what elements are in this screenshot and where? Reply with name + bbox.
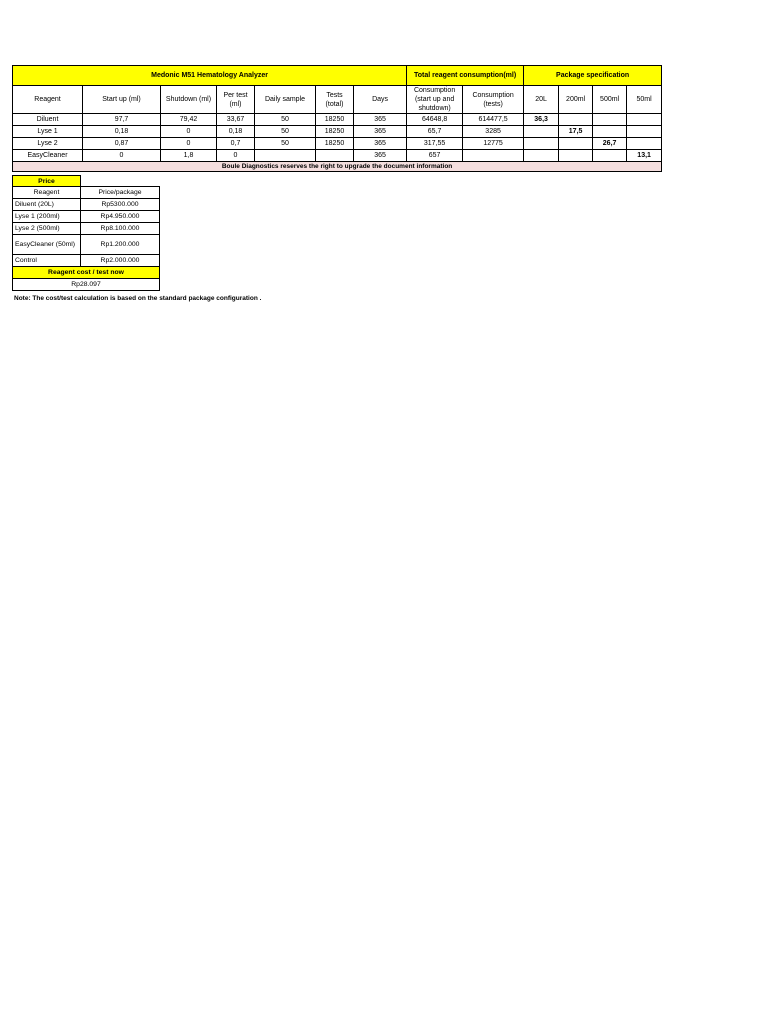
table-cell: 365 (354, 126, 407, 138)
table-cell: 1,8 (161, 150, 217, 162)
table-row (13, 126, 662, 138)
column-header: Days (354, 86, 407, 114)
table-row (13, 150, 662, 162)
table-cell (627, 126, 662, 138)
column-header: Reagent (13, 86, 83, 114)
table-cell: EasyCleaner (13, 150, 83, 162)
table-cell: 0,87 (83, 138, 161, 150)
column-header-row (13, 86, 662, 114)
table-cell (593, 126, 627, 138)
table-cell: 0 (217, 150, 255, 162)
table-cell: 0 (83, 150, 161, 162)
cost-per-test-header: Reagent cost / test now (13, 267, 160, 279)
price-reagent: Lyse 1 (200ml) (13, 211, 81, 223)
price-row (13, 211, 160, 223)
table-cell: Diluent (13, 114, 83, 126)
table-cell: 65,7 (407, 126, 463, 138)
table-cell: 33,67 (217, 114, 255, 126)
table-cell: 18250 (316, 138, 354, 150)
table-cell (463, 150, 524, 162)
column-header: 200ml (559, 86, 593, 114)
table-cell: 657 (407, 150, 463, 162)
price-row (13, 223, 160, 235)
column-header: Consumption (start up and shutdown) (407, 86, 463, 114)
table-cell (593, 150, 627, 162)
table-cell: 0,18 (83, 126, 161, 138)
table-cell (559, 114, 593, 126)
footnote: Note: The cost/test calculation is based on the standard package configuration . (14, 295, 262, 302)
analyzer-title: Medonic M51 Hematology Analyzer (13, 66, 407, 86)
price-value: Rp5300.000 (81, 199, 160, 211)
table-cell: 50 (255, 114, 316, 126)
table-cell (559, 150, 593, 162)
table-cell: Lyse 1 (13, 126, 83, 138)
table-cell: 0,7 (217, 138, 255, 150)
table-cell (627, 138, 662, 150)
column-header: Shutdown (ml) (161, 86, 217, 114)
total-consumption-header: Total reagent consumption(ml) (407, 66, 524, 86)
table-cell: 365 (354, 150, 407, 162)
price-reagent: Control (13, 255, 81, 267)
column-header: 50ml (627, 86, 662, 114)
price-value: Rp2.000.000 (81, 255, 160, 267)
table-cell (255, 150, 316, 162)
table-cell: 50 (255, 126, 316, 138)
table-cell (524, 138, 559, 150)
table-cell: 0,18 (217, 126, 255, 138)
table-cell (559, 138, 593, 150)
table-cell: 0 (161, 138, 217, 150)
table-cell: 13,1 (627, 150, 662, 162)
price-title: Price (13, 176, 81, 187)
package-spec-header: Package specification (524, 66, 662, 86)
column-header: Reagent (13, 187, 81, 199)
table-cell (627, 114, 662, 126)
price-reagent: Diluent (20L) (13, 199, 81, 211)
column-header: Daily sample (255, 86, 316, 114)
column-header: Start up (ml) (83, 86, 161, 114)
table-cell: 0 (161, 126, 217, 138)
price-value: Rp8.100.000 (81, 223, 160, 235)
column-header: 500ml (593, 86, 627, 114)
price-row (13, 255, 160, 267)
table-cell: 64648,8 (407, 114, 463, 126)
disclaimer-notice: Boule Diagnostics reserves the right to upgrade the document information (13, 162, 662, 172)
table-cell: Lyse 2 (13, 138, 83, 150)
table-cell: 365 (354, 138, 407, 150)
price-value: Rp4.950.000 (81, 211, 160, 223)
table-row (13, 114, 662, 126)
price-reagent: EasyCleaner (50ml) (13, 235, 81, 255)
column-header: Consumption (tests) (463, 86, 524, 114)
column-header: Tests (total) (316, 86, 354, 114)
table-cell: 614477,5 (463, 114, 524, 126)
table-cell: 18250 (316, 114, 354, 126)
table-cell: 79,42 (161, 114, 217, 126)
table-cell (524, 126, 559, 138)
table-cell (593, 114, 627, 126)
table-cell: 3285 (463, 126, 524, 138)
table-cell: 17,5 (559, 126, 593, 138)
price-header-row (13, 187, 160, 199)
price-value: Rp1.200.000 (81, 235, 160, 255)
price-table (12, 175, 160, 291)
table-row (13, 138, 662, 150)
table-cell: 12775 (463, 138, 524, 150)
table-cell (524, 150, 559, 162)
table-cell: 36,3 (524, 114, 559, 126)
table-cell (316, 150, 354, 162)
column-header: Per test (ml) (217, 86, 255, 114)
price-reagent: Lyse 2 (500ml) (13, 223, 81, 235)
table-cell: 18250 (316, 126, 354, 138)
column-header: Price/package (81, 187, 160, 199)
table-cell: 317,55 (407, 138, 463, 150)
price-row (13, 199, 160, 211)
price-row (13, 235, 160, 255)
reagent-consumption-table (12, 65, 662, 172)
table-cell: 97,7 (83, 114, 161, 126)
cost-per-test-value: Rp28.097 (13, 279, 160, 291)
column-header: 20L (524, 86, 559, 114)
table-cell: 50 (255, 138, 316, 150)
table-cell: 365 (354, 114, 407, 126)
table-cell: 26,7 (593, 138, 627, 150)
